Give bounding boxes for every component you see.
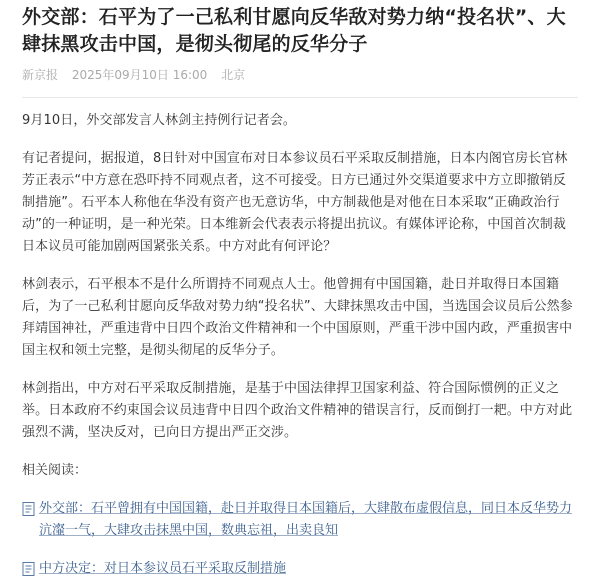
article-title: 外交部：石平为了一己私利甘愿向反华敌对势力纳“投名状”、大肆抹黑攻击中国，是彻头彻尾的反华分子: [22, 6, 566, 55]
source-label[interactable]: 新京报: [22, 68, 59, 82]
related-link-1[interactable]: [22, 498, 578, 542]
article-meta: [22, 67, 578, 83]
location-label: 北京: [221, 68, 246, 82]
publish-time: 2025年09月10日 16:00: [71, 68, 208, 82]
paragraph-2: 有记者提问，据报道，8日针对中国宣布对日本参议员石平采取反制措施，日本内阁官房长官林芳正表示“中方意在恐吓持不同观点者，这不可接受。日方已通过外交渠道要求中方立即撤销反制措施”。石平本人称他在华没有资产也无意访华，中方制裁他是对他在日本采取“正确政治行动”的一种证明，是一种光荣。日本维新会代表表示将提出抗议。有媒体评论称，中国首次制裁日本议员可能加剧两国紧张关系。中方对此有何评论？: [22, 151, 568, 254]
document-icon: [22, 502, 35, 516]
divider: [22, 97, 578, 98]
paragraph-3: 林剑表示，石平根本不是什么所谓持不同观点人士。他曾拥有中国国籍，赴日并取得日本国籍后，为了一己私利甘愿向反华敌对势力纳“投名状”、大肆抹黑攻击中国，当选国会议员后公然参拜靖国神社，严重违背中日四个政治文件精神和一个中国原则，严重干涉中国内政，严重损害中国主权和领土完整，是彻头彻尾的反华分子。: [22, 277, 573, 358]
paragraph-4: 林剑指出，中方对石平采取反制措施，是基于中国法律捍卫国家利益、符合国际惯例的正义之举。日本政府不约束国会议员违背中日四个政治文件精神的错误言行，反而倒打一耙。中方对此强烈不满，坚决反对，已向日方提出严正交涉。: [22, 381, 573, 440]
related-heading: 相关阅读：: [22, 463, 88, 478]
related-link-text[interactable]: 中方决定：对日本参议员石平采取反制措施: [39, 561, 287, 576]
paragraph-1: 9月10日，外交部发言人林剑主持例行记者会。: [22, 113, 297, 128]
document-icon: [22, 562, 35, 576]
related-link-text[interactable]: 外交部：石平曾拥有中国国籍，赴日并取得日本国籍后，大肆散布虚假信息，同日本反华势力沆瀣一气，大肆攻击抹黑中国，数典忘祖，出卖良知: [39, 501, 573, 538]
